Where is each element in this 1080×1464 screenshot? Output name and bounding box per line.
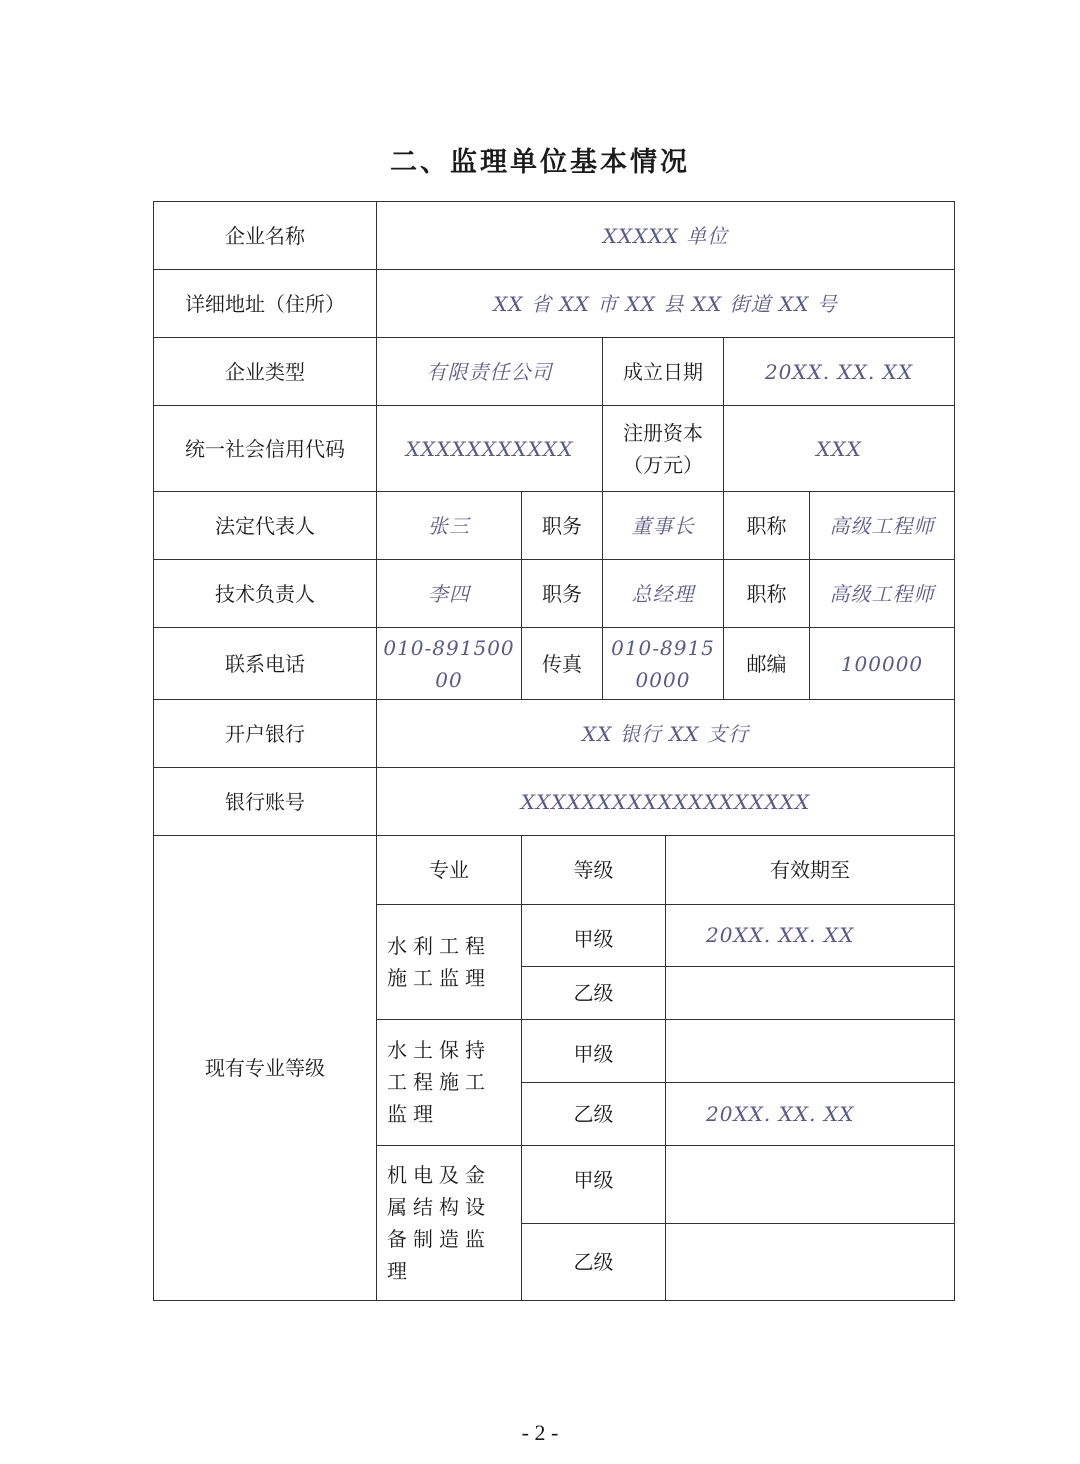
address-value: XX 省 XX 市 XX 县 XX 街道 XX 号 <box>377 270 955 338</box>
legal-rep-position-label: 职务 <box>522 492 603 560</box>
credit-code-label: 统一社会信用代码 <box>154 406 377 492</box>
qualifications-label: 现有专业等级 <box>154 836 377 1301</box>
legal-rep-name: 张三 <box>377 492 522 560</box>
grade-label: 甲级 <box>522 904 666 966</box>
account-value: XXXXXXXXXXXXXXXXXXX <box>377 768 955 836</box>
header-major: 专业 <box>377 836 522 904</box>
zip-value: 100000 <box>810 628 955 700</box>
header-grade: 等级 <box>522 836 666 904</box>
founded-label: 成立日期 <box>603 338 724 406</box>
tech-lead-position: 总经理 <box>603 560 724 628</box>
row-address <box>154 270 955 338</box>
legal-rep-label: 法定代表人 <box>154 492 377 560</box>
address-label: 详细地址（住所） <box>154 270 377 338</box>
grade-label: 甲级 <box>522 1019 666 1082</box>
valid-date <box>666 1145 955 1223</box>
major-name: 机电及金属结构设备制造监理 <box>377 1145 522 1300</box>
row-contact <box>154 628 955 700</box>
valid-date <box>666 966 955 1019</box>
valid-date: 20XX. XX. XX <box>666 1082 955 1145</box>
fax-value: 010-89150000 <box>603 628 724 700</box>
capital-value: XXX <box>724 406 955 492</box>
capital-label: 注册资本（万元） <box>603 406 724 492</box>
bank-label: 开户银行 <box>154 700 377 768</box>
legal-rep-position: 董事长 <box>603 492 724 560</box>
company-type-value: 有限责任公司 <box>377 338 603 406</box>
legal-rep-title: 高级工程师 <box>810 492 955 560</box>
valid-date <box>666 1223 955 1300</box>
page-title: 二、监理单位基本情况 <box>390 147 690 178</box>
major-name: 水利工程施工监理 <box>377 904 522 1019</box>
supervision-unit-info-table <box>153 201 955 1301</box>
major-name: 水土保持工程施工监理 <box>377 1019 522 1145</box>
company-name-value: XXXXX 单位 <box>377 202 955 270</box>
row-bank <box>154 700 955 768</box>
company-name-label: 企业名称 <box>154 202 377 270</box>
company-type-label: 企业类型 <box>154 338 377 406</box>
row-company-name <box>154 202 955 270</box>
header-valid: 有效期至 <box>666 836 955 904</box>
row-account <box>154 768 955 836</box>
valid-date <box>666 1019 955 1082</box>
founded-value: 20XX. XX. XX <box>724 338 955 406</box>
grade-label: 乙级 <box>522 1082 666 1145</box>
phone-label: 联系电话 <box>154 628 377 700</box>
bank-value: XX 银行 XX 支行 <box>377 700 955 768</box>
legal-rep-title-label: 职称 <box>724 492 810 560</box>
tech-lead-position-label: 职务 <box>522 560 603 628</box>
row-credit-code <box>154 406 955 492</box>
tech-lead-label: 技术负责人 <box>154 560 377 628</box>
tech-lead-name: 李四 <box>377 560 522 628</box>
tech-lead-title: 高级工程师 <box>810 560 955 628</box>
credit-code-value: XXXXXXXXXXX <box>377 406 603 492</box>
grade-label: 乙级 <box>522 966 666 1019</box>
grade-label: 甲级 <box>522 1145 666 1223</box>
row-company-type <box>154 338 955 406</box>
account-label: 银行账号 <box>154 768 377 836</box>
valid-date: 20XX. XX. XX <box>666 904 955 966</box>
phone-value: 010-89150000 <box>377 628 522 700</box>
row-qual-header <box>154 836 955 904</box>
grade-label: 乙级 <box>522 1223 666 1300</box>
fax-label: 传真 <box>522 628 603 700</box>
tech-lead-title-label: 职称 <box>724 560 810 628</box>
row-tech-lead <box>154 560 955 628</box>
zip-label: 邮编 <box>724 628 810 700</box>
page-number: - 2 - <box>521 1420 559 1445</box>
row-legal-rep <box>154 492 955 560</box>
